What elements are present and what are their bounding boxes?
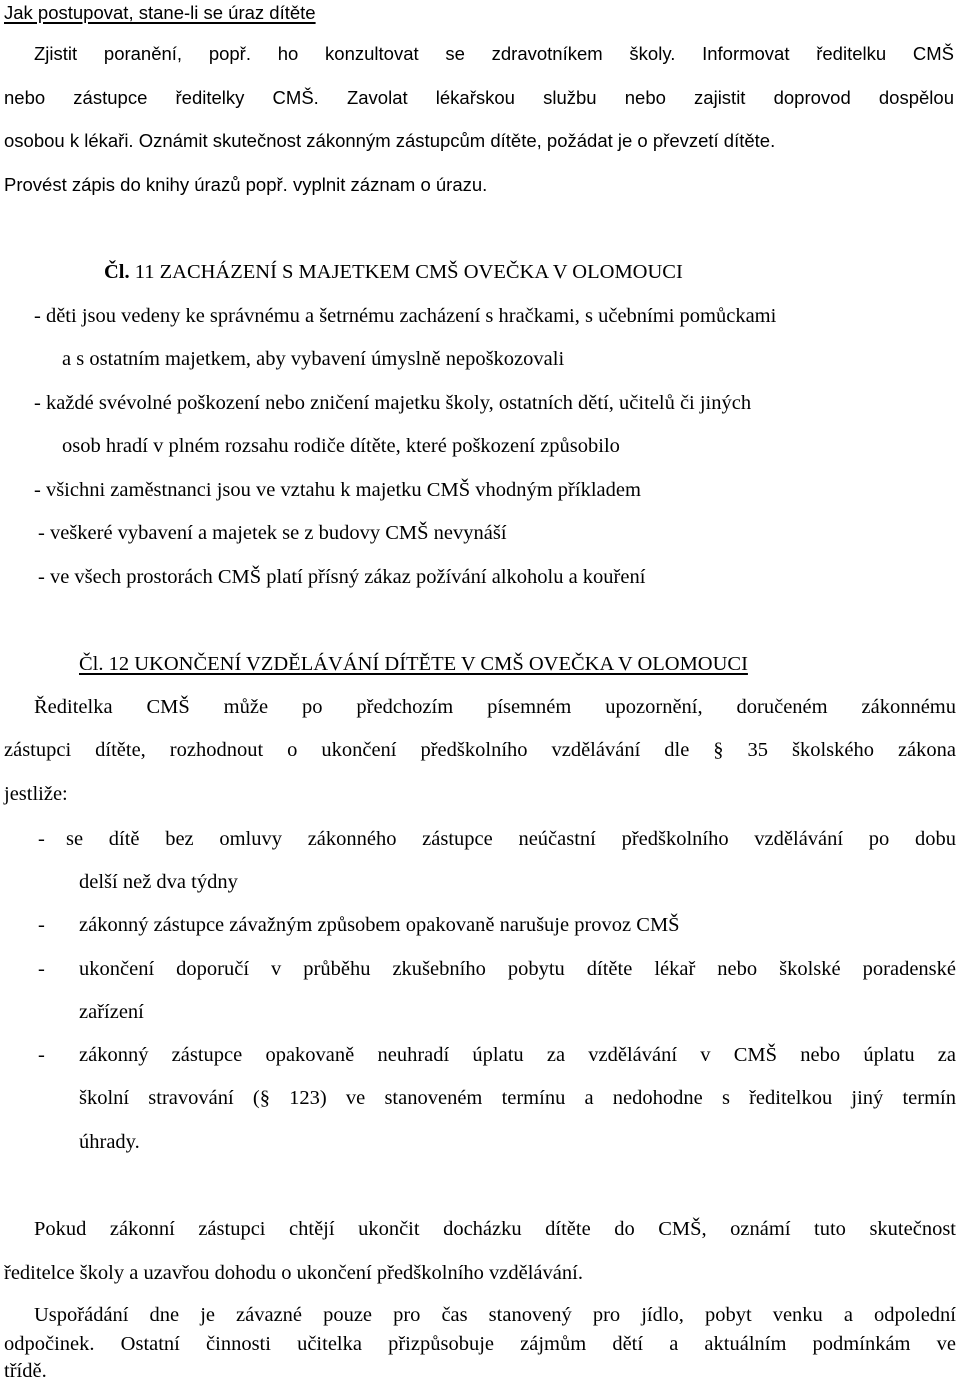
closing-paragraph: ředitelce školy a uzavřou dohodu o ukončení předškolního vzdělávání. bbox=[4, 1262, 583, 1284]
list-dash: - bbox=[38, 914, 45, 936]
article-12-intro: Ředitelka CMŠ může po předchozím písemném upozornění, doručeném zákonnému bbox=[34, 696, 956, 718]
article-11-line: - každé svévolné poškození nebo zničení majetku školy, ostatních dětí, učitelů či jiných bbox=[34, 392, 752, 414]
list-item: zákonný zástupce opakovaně neuhradí úplatu za vzdělávání v CMŠ nebo úplatu za bbox=[79, 1044, 956, 1066]
article-11-line: - veškeré vybavení a majetek se z budovy CMŠ nevynáší bbox=[38, 522, 507, 544]
schedule-paragraph: Uspořádání dne je závazné pouze pro čas stanovený pro jídlo, pobyt venku a odpolední bbox=[34, 1304, 956, 1326]
list-item-cont: delší než dva týdny bbox=[79, 871, 238, 893]
article-11-title: 11 ZACHÁZENÍ S MAJETKEM CMŠ OVEČKA V OLOMOUCI bbox=[134, 261, 683, 283]
list-dash: - bbox=[38, 958, 45, 980]
injury-line: Zjistit poranění, popř. ho konzultovat se zdravotníkem školy. Informovat ředitelku CMŠ bbox=[34, 43, 954, 64]
list-item-cont: úhrady. bbox=[79, 1131, 140, 1153]
article-11-line: a s ostatním majetkem, aby vybavení úmyslně nepoškozovali bbox=[62, 348, 565, 370]
article-11-prefix: Čl. bbox=[104, 261, 130, 283]
closing-paragraph: Pokud zákonní zástupci chtějí ukončit docházku dítěte do CMŠ, oznámí tuto skutečnost bbox=[34, 1218, 956, 1240]
schedule-paragraph: třídě. bbox=[4, 1360, 47, 1382]
list-item-cont: školní stravování (§ 123) ve stanoveném termínu a nedohodne s ředitelkou jiný termín bbox=[79, 1087, 956, 1109]
injury-heading: Jak postupovat, stane-li se úraz dítěte bbox=[4, 2, 316, 23]
article-11-line: - ve všech prostorách CMŠ platí přísný zákaz požívání alkoholu a kouření bbox=[38, 566, 646, 588]
injury-line: osobou k lékaři. Oznámit skutečnost zákonným zástupcům dítěte, požádat je o převzetí dítěte. bbox=[4, 130, 776, 151]
schedule-paragraph: odpočinek. Ostatní činnosti učitelka přizpůsobuje zájmům dětí a aktuálním podmínkám ve bbox=[4, 1333, 956, 1355]
article-12-intro: zástupci dítěte, rozhodnout o ukončení předškolního vzdělávání dle § 35 školského zákona bbox=[4, 739, 956, 761]
list-item: se dítě bez omluvy zákonného zástupce neúčastní předškolního vzdělávání po dobu bbox=[66, 828, 956, 850]
list-item: zákonný zástupce závažným způsobem opakovaně narušuje provoz CMŠ bbox=[79, 914, 680, 936]
article-11-line: - děti jsou vedeny ke správnému a šetrnému zacházení s hračkami, s učebními pomůckami bbox=[34, 305, 777, 327]
article-11-line: osob hradí v plném rozsahu rodiče dítěte, které poškození způsobilo bbox=[62, 435, 620, 457]
article-12-intro: jestliže: bbox=[4, 783, 68, 805]
injury-line: nebo zástupce ředitelky CMŠ. Zavolat lékařskou službu nebo zajistit doprovod dospělou bbox=[4, 87, 954, 108]
list-item-cont: zařízení bbox=[79, 1001, 144, 1023]
list-item: ukončení doporučí v průběhu zkušebního pobytu dítěte lékař nebo školské poradenské bbox=[79, 958, 956, 980]
article-11-line: - všichni zaměstnanci jsou ve vztahu k majetku CMŠ vhodným příkladem bbox=[34, 479, 641, 501]
list-dash: - bbox=[38, 1044, 45, 1066]
injury-line: Provést zápis do knihy úrazů popř. vyplnit záznam o úrazu. bbox=[4, 174, 488, 195]
article-12-heading: Čl. 12 UKONČENÍ VZDĚLÁVÁNÍ DÍTĚTE V CMŠ OVEČKA V OLOMOUCI bbox=[79, 653, 748, 675]
article-11-heading bbox=[104, 259, 683, 285]
list-dash: - bbox=[38, 828, 45, 850]
